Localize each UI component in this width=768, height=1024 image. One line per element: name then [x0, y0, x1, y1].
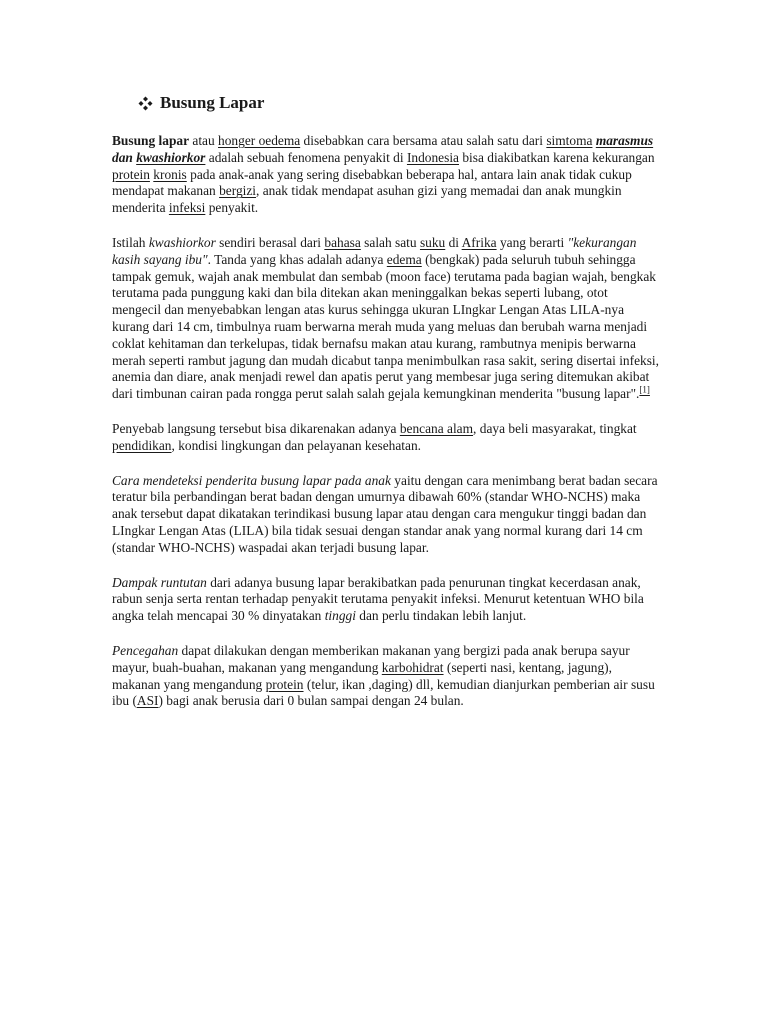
text: pada anak-anak yang sering disebabkan beberapa hal, antara lain anak tidak cukup mendapat makanan — [112, 166, 632, 199]
text: dapat dilakukan dengan memberikan makanan yang bergizi pada anak berupa sayur mayur, buah-buahan, makanan yang mengandung — [112, 642, 630, 675]
link-simtoma[interactable]: simtoma — [546, 133, 593, 148]
text: Istilah — [112, 234, 149, 250]
link-pendidikan[interactable]: pendidikan — [112, 437, 172, 453]
paragraph-impact — [112, 575, 660, 625]
text: (seperti nasi, kentang, jagung), makanan yang mengandung — [112, 659, 612, 692]
text: ) bagi anak berusia dari 0 bulan sampai dengan 24 bulan. — [158, 693, 464, 709]
link-edema[interactable]: edema — [386, 251, 422, 267]
link-karbohidrat[interactable]: karbohidrat — [381, 659, 444, 675]
text: sendiri berasal dari — [215, 234, 325, 250]
link-protein[interactable]: protein — [112, 166, 150, 182]
text: disebabkan cara bersama atau salah satu dari — [300, 133, 547, 148]
term-kwashiorkor: kwashiorkor — [148, 234, 216, 250]
text: , daya beli masyarakat, tingkat — [473, 420, 637, 436]
text: Penyebab langsung tersebut bisa dikarenakan adanya — [112, 420, 400, 436]
four-diamond-bullet-icon — [138, 96, 153, 111]
link-bergizi[interactable]: bergizi — [219, 183, 257, 199]
paragraph-definition — [112, 133, 660, 217]
link-bahasa[interactable]: bahasa — [324, 234, 361, 250]
quote-meaning: "kekurangan kasih sayang ibu" — [112, 234, 637, 267]
text: , kondisi lingkungan dan pelayanan kesehatan. — [171, 437, 422, 453]
link-marasmus[interactable]: marasmus — [595, 133, 654, 148]
link-infeksi[interactable]: infeksi — [168, 200, 206, 216]
text: yang berarti — [496, 234, 568, 250]
link-afrika[interactable]: Afrika — [461, 234, 497, 250]
text: di — [445, 234, 462, 250]
link-bencana-alam[interactable]: bencana alam — [399, 420, 474, 436]
link-honger-oedema[interactable]: honger oedema — [218, 133, 301, 148]
text: atau — [189, 133, 219, 148]
text: penyakit. — [205, 200, 259, 216]
page-title: Busung Lapar — [160, 93, 265, 112]
text: bisa diakibatkan karena kekurangan — [459, 149, 655, 165]
term-prevention: Pencegahan — [112, 642, 179, 658]
text: adalah sebuah fenomena penyakit di — [205, 149, 407, 165]
text: , anak tidak mendapat asuhan gizi yang memadai dan anak mungkin menderita — [112, 183, 622, 216]
link-kronis[interactable]: kronis — [153, 166, 187, 182]
term-detection: Cara mendeteksi penderita busung lapar pada anak — [112, 472, 391, 488]
link-protein-2[interactable]: protein — [265, 676, 304, 692]
text: (bengkak) pada seluruh tubuh sehingga tampak gemuk, wajah anak membulat dan sembab (moon face) terutama pada bagian wajah, bengkak terutama pada punggung kaki dan bila ditekan akan meninggalkan bekas seperti lubang, otot mengecil dan menyebabkan lengan atas kurus sehingga ukuran LIngkar Lengan Atas LILA-nya kurang dari 14 cm, timbulnya ruam berwarna merah muda yang meluas dan berubah warna menjadi coklat kehitaman dan terkelupas, tidak bernafsu makan atau kurang, rambutnya menipis berwarna merah seperti rambut jagung dan mudah dicabut tanpa menimbulkan rasa sakit, sering disertai infeksi, anemia dan diare, anak menjadi rewel dan apatis perut yang membesar juga sering ditemukan akibat dari timbunan cairan pada rongga perut salah salah gejala kemungkinan menderita "busung lapar". — [112, 251, 659, 402]
term-impact: Dampak runtutan — [112, 574, 207, 590]
term-tinggi: tinggi — [324, 608, 356, 624]
document-page — [112, 92, 660, 728]
paragraph-causes — [112, 421, 660, 455]
text: salah satu — [360, 234, 420, 250]
link-indonesia[interactable]: Indonesia — [406, 149, 459, 165]
paragraph-symptoms — [112, 235, 660, 403]
section-heading — [138, 92, 660, 114]
text: (telur, ikan ,daging) dll, kemudian dianjurkan pemberian air susu ibu ( — [112, 676, 655, 709]
paragraph-detection — [112, 473, 660, 557]
text-dan: dan — [112, 149, 137, 165]
link-kwashiorkor[interactable]: kwashiorkor — [136, 149, 206, 165]
text: yaitu dengan cara menimbang berat badan secara teratur bila perbandingan berat badan dengan umurnya dibawah 60% (standar WHO-NCHS) maka anak tersebut dapat dikatakan terindikasi busung lapar atau dengan cara mengukur tinggi badan dan LIngkar Lengan Atas (LILA) bila tidak sesuai dengan standar anak yang normal kurang dari 14 cm (standar WHO-NCHS) waspadai akan terjadi busung lapar. — [112, 472, 658, 555]
text: dari adanya busung lapar berakibatkan pada penurunan tingkat kecerdasan anak, rabun senja serta rentan terhadap penyakit terutama penyakit infeksi. Menurut ketentuan WHO bila angka telah mencapai 30 % dinyatakan — [112, 574, 644, 624]
footnote-link[interactable]: [1] — [639, 384, 650, 395]
link-asi[interactable]: ASI — [136, 693, 159, 709]
link-suku[interactable]: suku — [419, 234, 446, 250]
paragraph-prevention — [112, 643, 660, 710]
text: . Tanda yang khas adalah adanya — [207, 251, 387, 267]
text: dan perlu tindakan lebih lanjut. — [355, 608, 527, 624]
term-busung-lapar: Busung lapar — [112, 133, 190, 148]
